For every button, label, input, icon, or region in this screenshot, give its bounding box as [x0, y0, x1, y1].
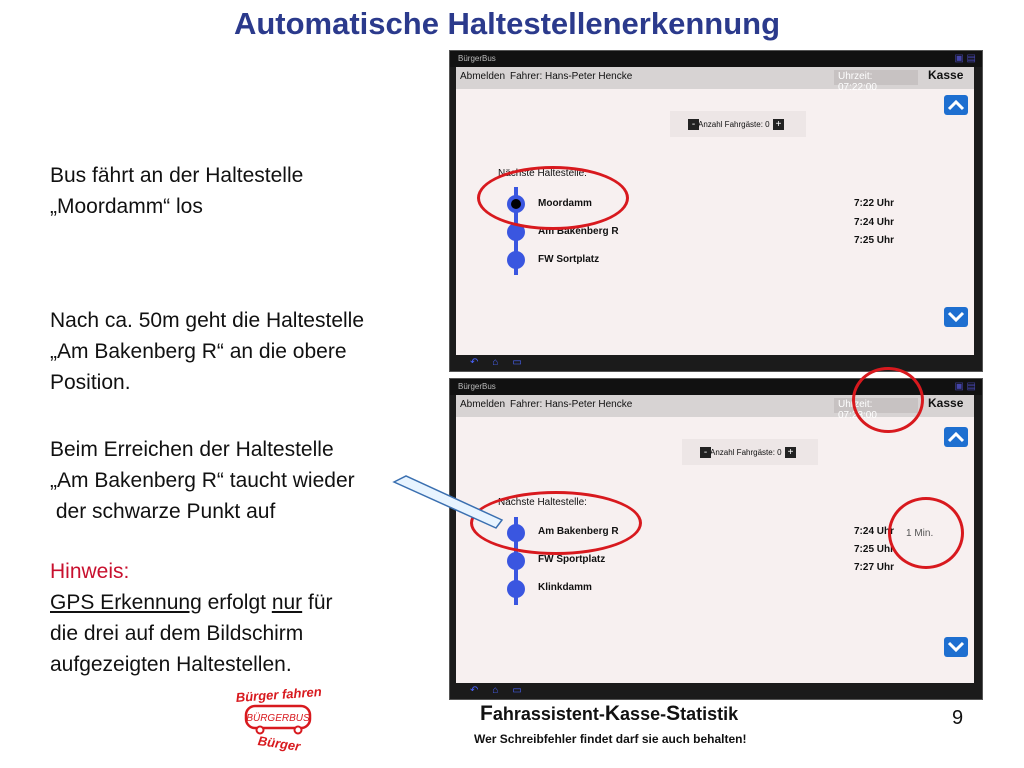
- scroll-down-button[interactable]: [944, 307, 968, 327]
- chevron-down-icon: [944, 307, 968, 327]
- buergerbus-logo: [224, 684, 334, 754]
- logout-button[interactable]: Abmelden: [460, 399, 506, 410]
- hint-text: erfolgt: [201, 591, 272, 614]
- text-line: „Moordamm“ los: [50, 195, 203, 218]
- wifi-icon: ▣ ▤: [954, 381, 976, 392]
- chevron-up-icon: [944, 427, 968, 447]
- status-bar: [450, 51, 982, 67]
- stop-name[interactable]: Moordamm: [538, 198, 592, 209]
- footer-title: [480, 702, 738, 726]
- app-name: BürgerBus: [458, 54, 496, 63]
- stop-time: 7:24 Uhr: [854, 526, 895, 537]
- highlight-ring-clock: [852, 367, 924, 433]
- footer-title-part: S: [666, 702, 681, 725]
- cash-button[interactable]: Kasse: [928, 396, 964, 410]
- stop-time: 7:25 Uhr: [854, 235, 895, 246]
- stop-name[interactable]: FW Sportplatz: [538, 554, 606, 565]
- stop-time: 7:25 Uhr: [854, 544, 895, 555]
- hint-line-2: die drei auf dem Bildschirm: [50, 622, 304, 645]
- passenger-count-label: Anzahl Fahrgäste: 0: [698, 120, 770, 129]
- logo-text-top: Bürger fahren: [235, 684, 323, 705]
- android-nav-icons[interactable]: ↶⌂▭: [470, 685, 536, 696]
- passenger-count-label: Anzahl Fahrgäste: 0: [710, 448, 782, 457]
- footer-title-part: F: [480, 702, 493, 725]
- stop-time: 7:24 Uhr: [854, 217, 895, 228]
- stop-marker: [507, 251, 525, 269]
- driver-label: Fahrer: Hans-Peter Hencke: [510, 71, 633, 82]
- highlight-ring-minutes: [888, 497, 964, 569]
- android-nav-icons[interactable]: ↶⌂▭: [470, 357, 536, 368]
- logo-text-middle: BÜRGERBUS: [246, 713, 310, 724]
- stop-name[interactable]: Klinkdamm: [538, 582, 592, 593]
- scroll-up-button[interactable]: [944, 95, 968, 115]
- app-name: BürgerBus: [458, 382, 496, 391]
- minutes-remaining: 1 Min.: [906, 528, 934, 539]
- stop-time: 7:27 Uhr: [854, 562, 895, 573]
- hint-text: für: [302, 591, 333, 614]
- scroll-up-button[interactable]: [944, 427, 968, 447]
- footer-title-part: ahrassistent-: [492, 704, 605, 724]
- text-line: Bus fährt an der Haltestelle: [50, 164, 304, 187]
- next-stop-label: Nächste Haltestelle:: [498, 168, 587, 179]
- page-number: 9: [952, 707, 964, 729]
- text-line: „Am Bakenberg R“ an die obere: [50, 340, 347, 363]
- text-line: Position.: [50, 371, 131, 394]
- stop-marker: [507, 552, 525, 570]
- clock-display: Uhrzeit: 07:22:00: [834, 70, 918, 85]
- text-line: Nach ca. 50m geht die Haltestelle: [50, 309, 365, 332]
- hint-nur: nur: [271, 591, 303, 614]
- passenger-counter: [670, 111, 806, 137]
- text-line: Beim Erreichen der Haltestelle: [50, 438, 334, 461]
- footer-title-part: K: [604, 702, 621, 725]
- highlight-ring-moordamm: [477, 166, 629, 230]
- slide-title: Automatische Haltestellenerkennung: [233, 6, 781, 41]
- text-block-shift: [50, 305, 364, 398]
- passenger-counter: [682, 439, 818, 465]
- chevron-up-icon: [944, 95, 968, 115]
- increment-button[interactable]: +: [785, 447, 796, 458]
- logo-text-bottom: Bürger: [256, 733, 302, 754]
- text-block-arrival: [50, 434, 355, 527]
- app-header: [456, 67, 974, 93]
- bus-logo-icon: [224, 684, 334, 754]
- footer-title-part: asse-: [620, 704, 667, 724]
- text-line: „Am Bakenberg R“ taucht wieder: [50, 469, 355, 492]
- stop-name[interactable]: FW Sortplatz: [538, 254, 600, 265]
- cash-button[interactable]: Kasse: [928, 68, 964, 82]
- increment-button[interactable]: +: [773, 119, 784, 130]
- hint-gps: GPS Erkennung: [50, 591, 202, 614]
- wifi-icon: ▣ ▤: [954, 53, 976, 64]
- text-block-departure: [50, 160, 303, 222]
- hint-label: Hinweis:: [50, 560, 130, 583]
- footer-note: Wer Schreibfehler findet darf sie auch behalten!: [474, 732, 747, 746]
- next-stop-label: Nächste Haltestelle:: [498, 497, 587, 508]
- decrement-button[interactable]: -: [700, 447, 711, 458]
- stop-name[interactable]: Am Bakenberg R: [538, 526, 619, 537]
- hint-block: [50, 556, 333, 680]
- stop-name[interactable]: Am Bakenberg R: [538, 226, 619, 237]
- chevron-down-icon: [944, 637, 968, 657]
- logout-button[interactable]: Abmelden: [460, 71, 506, 82]
- driver-label: Fahrer: Hans-Peter Hencke: [510, 399, 633, 410]
- pointer-arrow: [392, 474, 512, 534]
- clock-display: Uhrzeit: 07:23:00: [834, 398, 918, 413]
- scroll-down-button[interactable]: [944, 637, 968, 657]
- decrement-button[interactable]: -: [688, 119, 699, 130]
- hint-line-3: aufgezeigten Haltestellen.: [50, 653, 292, 676]
- stop-time: 7:22 Uhr: [854, 198, 895, 209]
- text-line: der schwarze Punkt auf: [50, 500, 276, 523]
- stop-marker: [507, 580, 525, 598]
- footer-title-part: tatistik: [680, 704, 739, 724]
- hint-line-1: [50, 587, 333, 618]
